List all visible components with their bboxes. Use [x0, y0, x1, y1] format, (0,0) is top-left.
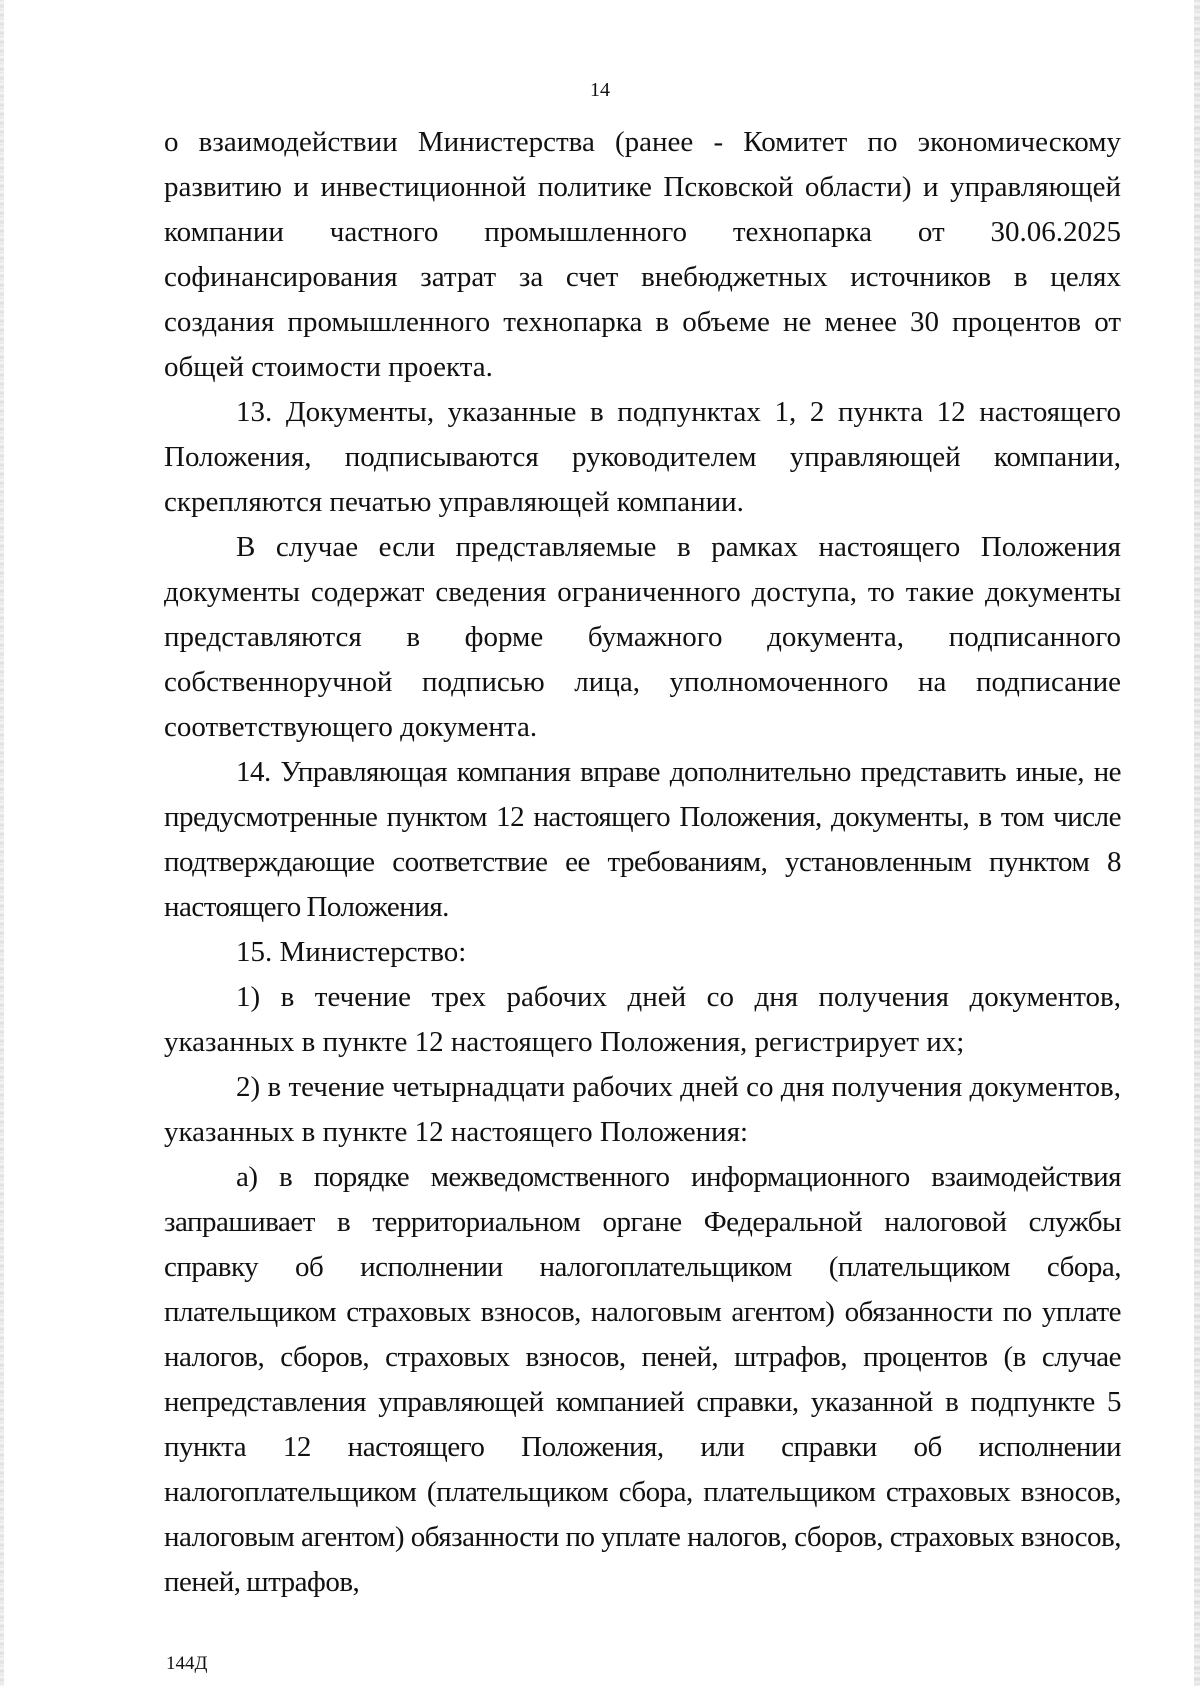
- paragraph-item-15-heading: 15. Министерство:: [236, 936, 467, 968]
- paragraph-item-13: 13. Документы, указанные в подпунктах 1, 2 пункта 12 настоящего Положения, подписываются руководителем управляющей компании, скрепляются печатью управляющей компании.: [164, 396, 1121, 518]
- paragraph-continuation: о взаимодействии Министерства (ранее - Комитет по экономическому развитию и инвестиционной политике Псковской области) и управляющей компании частного промышленного технопарка от 30.06.2025 софинансирования затрат за счет внебюджетных источников в целях создания промышленного технопарка в объеме не менее 30 процентов от общей стоимости проекта.: [164, 126, 1121, 383]
- page-number: 14: [590, 79, 610, 101]
- scan-edge-left: [0, 0, 4, 1686]
- paragraph-subitem-a: а) в порядке межведомственного информационного взаимодействия запрашивает в территориальном органе Федеральной налоговой службы справку об исполнении налогоплательщиком (плательщиком сбора, плательщиком страховых взносов, налоговым агентом) обязанности по уплате налогов, сборов, страховых взносов, пеней, штрафов, процентов (в случае непредставления управляющей компанией справки, указанной в подпункте 5 пункта 12 настоящего Положения, или справки об исполнении налогоплательщиком (плательщиком сбора, плательщиком страховых взносов, налоговым агентом) обязанности по уплате налогов, сборов, страховых взносов, пеней, штрафов,: [164, 1161, 1121, 1598]
- scan-edge-right: [1194, 0, 1200, 1686]
- paragraph-item-14: 14. Управляющая компания вправе дополнительно представить иные, не предусмотренные пунктом 12 настоящего Положения, документы, в том числе подтверждающие соответствие ее требованиям, установленным пунктом 8 настоящего Положения.: [164, 756, 1121, 923]
- paragraph-subitem-1: 1) в течение трех рабочих дней со дня получения документов, указанных в пункте 12 настоящего Положения, регистрирует их;: [164, 981, 1121, 1058]
- paragraph-subitem-2: 2) в течение четырнадцати рабочих дней со дня получения документов, указанных в пункте 12 настоящего Положения:: [164, 1071, 1121, 1148]
- document-body: [164, 120, 1121, 1605]
- paragraph-restricted-access: В случае если представляемые в рамках настоящего Положения документы содержат сведения ограниченного доступа, то такие документы представляются в форме бумажного документа, подписанного собственноручной подписью лица, уполномоченного на подписание соответствующего документа.: [164, 531, 1121, 743]
- footer-code: 144Д: [166, 1653, 208, 1674]
